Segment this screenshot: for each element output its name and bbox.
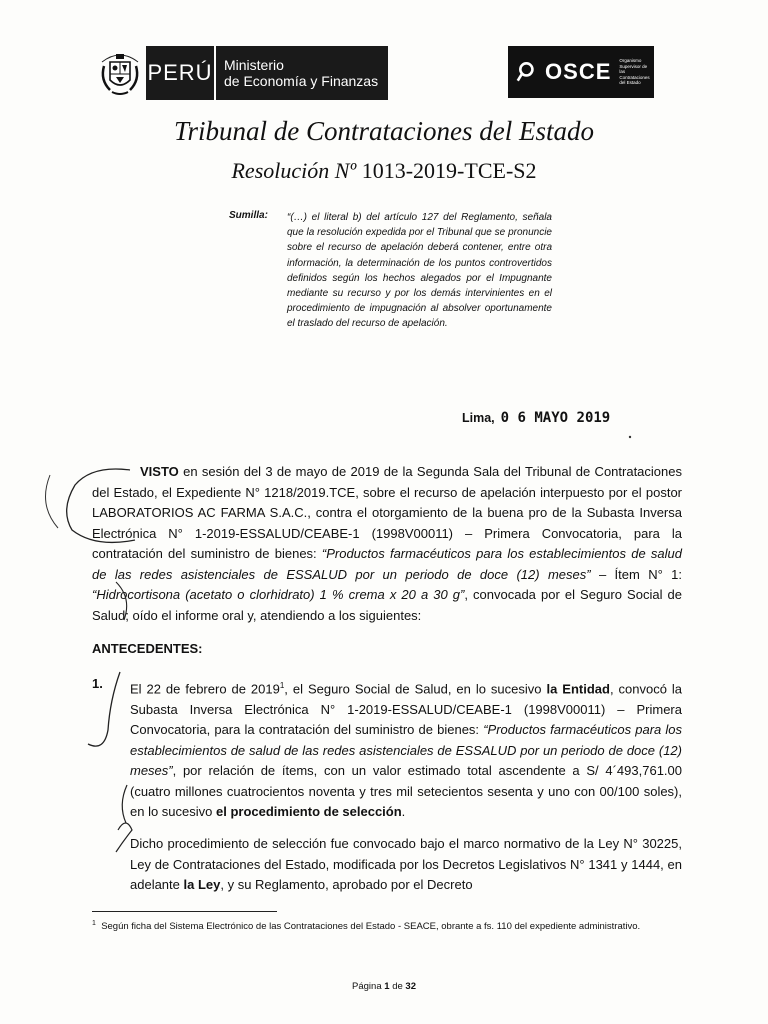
visto-italic-1: “Productos farmacéuticos para los establecimientos de salud de las redes asistenciales de ESSALUD por un periodo de doce (12) meses” bbox=[92, 546, 682, 582]
visto-text: en sesión del 3 de mayo de 2019 de la Segunda Sala del Tribunal de Contrataciones del Estado, el Expediente N° 1218/2019.TCE, sobre el recurso de apelación interpuesto por el postor LABORATORIOS AC FARMA S.A.C., contra el otorgamiento de la buena pro de la Subasta Inversa Electrónica N° 1-2019-ESSALUD/CEABE-1 (1998V00011) – Primera Convocatoria, para la contratación del suministro de bienes: bbox=[92, 464, 682, 561]
item-1-paragraph-2 bbox=[130, 834, 682, 896]
peru-label: PERÚ bbox=[147, 60, 213, 85]
ink-mark-margin bbox=[46, 475, 59, 528]
ministry-line-1: Ministerio bbox=[224, 57, 284, 73]
peru-logo bbox=[146, 46, 214, 100]
resolution-heading bbox=[0, 158, 768, 184]
footnote-divider bbox=[92, 911, 277, 912]
resolution-number: 1013-2019-TCE-S2 bbox=[361, 158, 537, 183]
visto-italic-2: “Hidrocortisona (acetato o clorhidrato) 1 % crema x 20 a 30 g” bbox=[92, 587, 465, 602]
date-stamp: 0 6 MAYO 2019 bbox=[500, 410, 611, 426]
place: Lima, bbox=[462, 411, 495, 425]
sumilla-text: “(…) el literal b) del artículo 127 del Reglamento, señala que la resolución expedida por el Tribunal que se pronuncie sobre el recurso de apelación deberá contener, entre otra información, la determinación de los puntos controvertidos definidos según los hechos alegados por el Impugnante mediante su recurso y por los demás intervinientes en el procedimiento de impugnación al absolver oportunamente el traslado del recurso de apelación. bbox=[287, 212, 552, 330]
item-1-bold-2: el procedimiento de selección bbox=[216, 804, 402, 820]
peru-coat-of-arms-icon bbox=[96, 46, 144, 100]
osce-logo bbox=[508, 46, 654, 98]
resolution-label: Resolución Nº bbox=[231, 158, 357, 183]
item-1-bold-1: la Entidad bbox=[546, 681, 610, 697]
osce-subtitle: Organismo Supervisor de las Contrataciones del Estado bbox=[619, 58, 650, 86]
item-1-p2-bold: la Ley bbox=[183, 877, 221, 892]
item-1-italic: “Productos farmacéuticos para los establecimientos de salud de las redes asistenciales de ESSALUD por un periodo de doce (12) meses” bbox=[130, 722, 682, 779]
visto-tail: , convocada por el Seguro Social de Salud; oído el informe oral y, atendiendo a los siguientes: bbox=[92, 587, 682, 623]
item-1-text-2: , el Seguro Social de Salud, en lo sucesivo bbox=[284, 681, 547, 697]
item-1-text-4: , por relación de ítems, con un valor estimado total ascendente a S/ 4´493,761.00 (cuatro millones cuatrocientos noventa y tres mil setecientos sesenta y uno con 00/100 soles), en lo sucesivo bbox=[130, 763, 682, 820]
ink-dot bbox=[629, 436, 631, 438]
ink-stroke-seleccion bbox=[122, 785, 127, 823]
pager-sep: de bbox=[392, 981, 403, 992]
item-1-text-1: El 22 de febrero de 2019 bbox=[130, 681, 280, 697]
visto-lead: VISTO bbox=[140, 464, 179, 479]
footnote bbox=[92, 917, 682, 934]
footnote-text: Según ficha del Sistema Electrónico de las Contrataciones del Estado - SEACE, obrante a fs. 110 del expediente administrativo. bbox=[101, 921, 641, 933]
visto-paragraph bbox=[92, 462, 682, 626]
item-1-text-5: . bbox=[401, 804, 406, 820]
osce-wordmark: OSCE bbox=[545, 59, 612, 84]
footnote-ref: 1 bbox=[279, 681, 285, 690]
magnifier-icon bbox=[516, 59, 535, 85]
antecedentes-heading: ANTECEDENTES: bbox=[92, 641, 203, 656]
tribunal-title: Tribunal de Contrataciones del Estado bbox=[173, 116, 594, 146]
page-number bbox=[0, 981, 768, 992]
pager-prefix: Página bbox=[352, 981, 382, 992]
item-1-text-3: , convocó la Subasta Inversa Electrónica N° 1-2019-ESSALUD/CEABE-1 (1998V00011) – Primera Convocatoria, para la contratación del suministro de bienes: bbox=[130, 681, 683, 738]
item-1-paragraph bbox=[130, 676, 682, 823]
ministry-logo bbox=[216, 46, 388, 100]
sumilla-label: Sumilla: bbox=[229, 210, 268, 221]
item-1-p2-text-2: , y su Reglamento, aprobado por el Decreto bbox=[220, 877, 473, 892]
footnote-mark: 1 bbox=[92, 920, 96, 927]
pager-current: 1 bbox=[384, 981, 390, 992]
item-1-number: 1. bbox=[92, 676, 103, 691]
visto-mid: – Ítem N° 1: bbox=[590, 566, 682, 582]
place-date bbox=[462, 410, 610, 426]
pager-total: 32 bbox=[405, 981, 416, 992]
ministry-line-2: de Economía y Finanzas bbox=[224, 73, 379, 89]
item-1-p2-text-1: Dicho procedimiento de selección fue convocado bajo el marco normativo de la Ley N° 30225, Ley de Contrataciones del Estado, modificada por los Decretos Legislativos N° 1341 y 1444, en adelante bbox=[130, 836, 682, 892]
